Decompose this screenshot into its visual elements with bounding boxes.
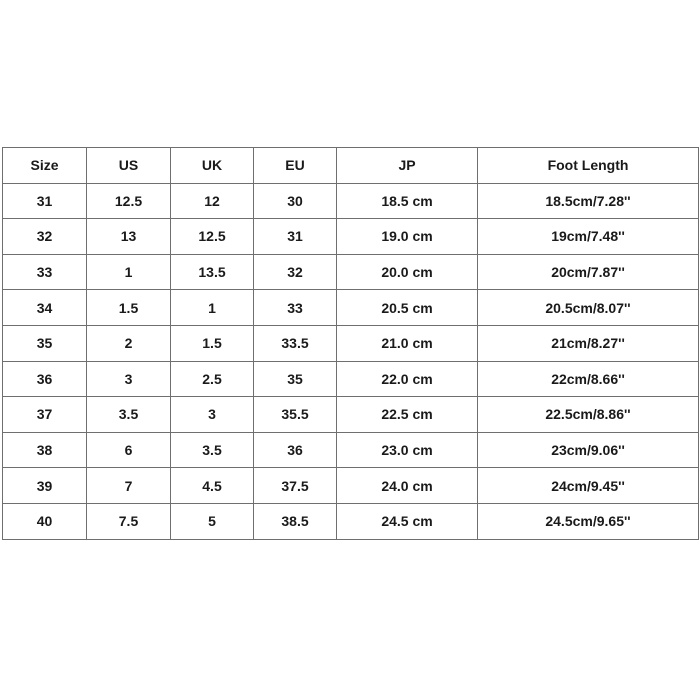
- cell-foot-length: 18.5cm/7.28'': [478, 183, 699, 219]
- header-size: Size: [3, 148, 87, 184]
- header-us: US: [87, 148, 171, 184]
- header-jp: JP: [337, 148, 478, 184]
- cell-uk: 3: [171, 397, 254, 433]
- cell-jp: 18.5 cm: [337, 183, 478, 219]
- cell-size: 33: [3, 254, 87, 290]
- cell-size: 36: [3, 361, 87, 397]
- cell-foot-length: 19cm/7.48'': [478, 219, 699, 255]
- cell-us: 1: [87, 254, 171, 290]
- cell-size: 35: [3, 325, 87, 361]
- cell-uk: 12: [171, 183, 254, 219]
- cell-jp: 19.0 cm: [337, 219, 478, 255]
- cell-us: 6: [87, 432, 171, 468]
- header-foot-length: Foot Length: [478, 148, 699, 184]
- cell-jp: 22.0 cm: [337, 361, 478, 397]
- table-row: [3, 361, 699, 397]
- cell-eu: 32: [254, 254, 337, 290]
- table-row: [3, 254, 699, 290]
- cell-uk: 5: [171, 503, 254, 539]
- cell-foot-length: 22.5cm/8.86'': [478, 397, 699, 433]
- cell-eu: 30: [254, 183, 337, 219]
- table-row: [3, 503, 699, 539]
- cell-uk: 3.5: [171, 432, 254, 468]
- cell-eu: 33: [254, 290, 337, 326]
- cell-size: 32: [3, 219, 87, 255]
- cell-foot-length: 20cm/7.87'': [478, 254, 699, 290]
- cell-foot-length: 22cm/8.66'': [478, 361, 699, 397]
- cell-jp: 23.0 cm: [337, 432, 478, 468]
- cell-eu: 35: [254, 361, 337, 397]
- cell-jp: 24.0 cm: [337, 468, 478, 504]
- cell-uk: 1: [171, 290, 254, 326]
- cell-size: 34: [3, 290, 87, 326]
- cell-us: 3.5: [87, 397, 171, 433]
- cell-jp: 20.5 cm: [337, 290, 478, 326]
- header-eu: EU: [254, 148, 337, 184]
- cell-us: 7.5: [87, 503, 171, 539]
- cell-size: 31: [3, 183, 87, 219]
- size-chart-table: [2, 147, 699, 540]
- cell-eu: 37.5: [254, 468, 337, 504]
- cell-uk: 4.5: [171, 468, 254, 504]
- cell-eu: 33.5: [254, 325, 337, 361]
- cell-jp: 22.5 cm: [337, 397, 478, 433]
- table-row: [3, 219, 699, 255]
- table-row: [3, 432, 699, 468]
- header-row: [3, 148, 699, 184]
- cell-uk: 12.5: [171, 219, 254, 255]
- cell-us: 3: [87, 361, 171, 397]
- cell-jp: 24.5 cm: [337, 503, 478, 539]
- cell-us: 12.5: [87, 183, 171, 219]
- cell-foot-length: 23cm/9.06'': [478, 432, 699, 468]
- cell-uk: 1.5: [171, 325, 254, 361]
- cell-uk: 13.5: [171, 254, 254, 290]
- cell-foot-length: 24cm/9.45'': [478, 468, 699, 504]
- cell-jp: 20.0 cm: [337, 254, 478, 290]
- cell-size: 40: [3, 503, 87, 539]
- cell-us: 13: [87, 219, 171, 255]
- table-row: [3, 325, 699, 361]
- cell-foot-length: 24.5cm/9.65'': [478, 503, 699, 539]
- cell-foot-length: 21cm/8.27'': [478, 325, 699, 361]
- cell-size: 39: [3, 468, 87, 504]
- cell-us: 1.5: [87, 290, 171, 326]
- table-row: [3, 397, 699, 433]
- cell-uk: 2.5: [171, 361, 254, 397]
- cell-size: 37: [3, 397, 87, 433]
- cell-size: 38: [3, 432, 87, 468]
- cell-eu: 38.5: [254, 503, 337, 539]
- table-row: [3, 290, 699, 326]
- cell-foot-length: 20.5cm/8.07'': [478, 290, 699, 326]
- header-uk: UK: [171, 148, 254, 184]
- cell-jp: 21.0 cm: [337, 325, 478, 361]
- table-row: [3, 183, 699, 219]
- cell-eu: 36: [254, 432, 337, 468]
- cell-us: 2: [87, 325, 171, 361]
- cell-eu: 31: [254, 219, 337, 255]
- cell-eu: 35.5: [254, 397, 337, 433]
- cell-us: 7: [87, 468, 171, 504]
- table-row: [3, 468, 699, 504]
